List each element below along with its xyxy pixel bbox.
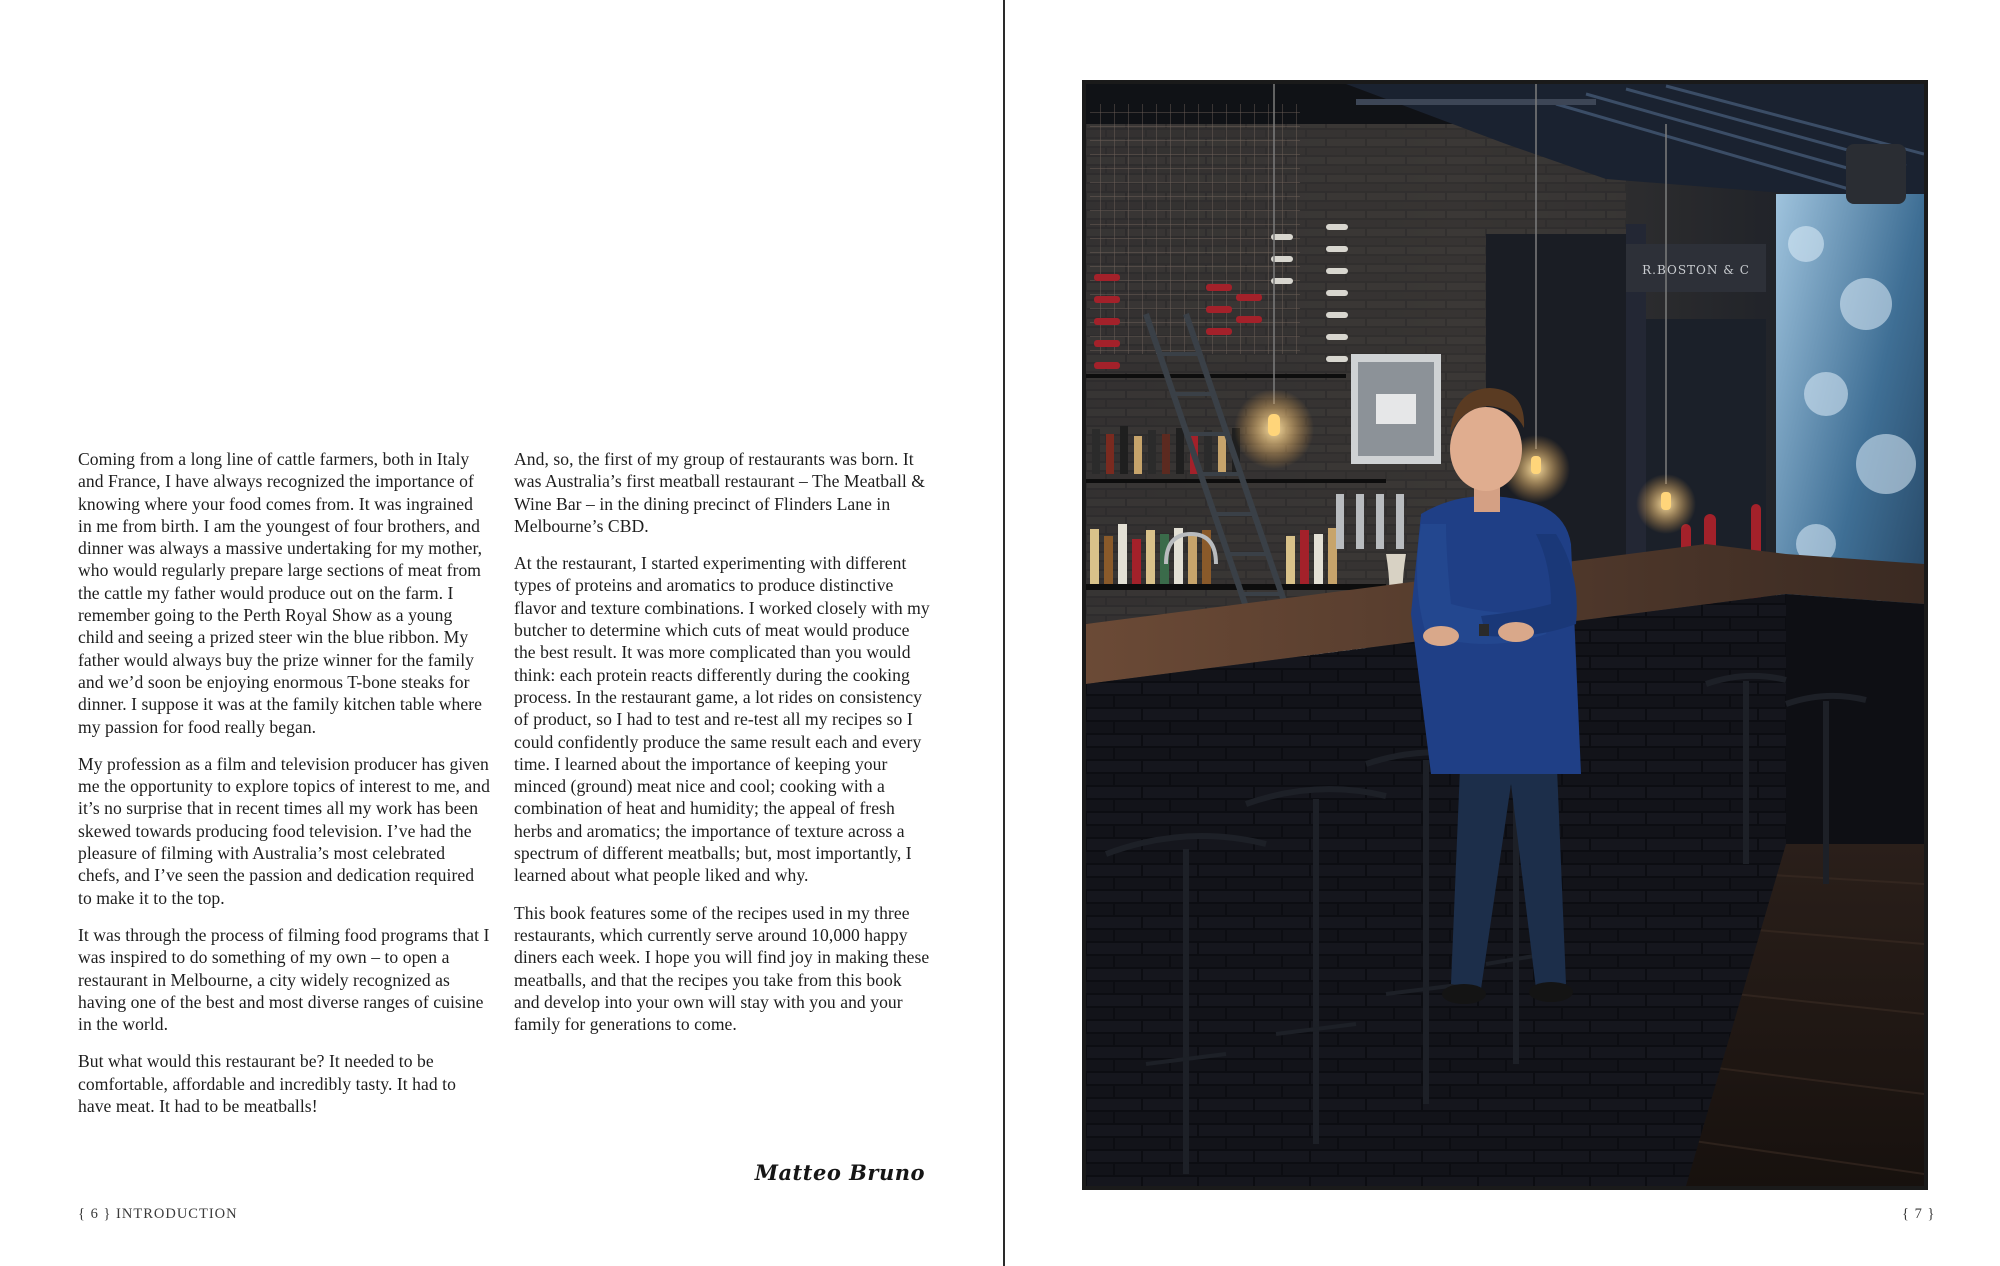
author-signature: Matteo Bruno	[754, 1160, 925, 1185]
restaurant-photo	[1082, 80, 1928, 1190]
text-column-1	[78, 448, 490, 1132]
paragraph: This book features some of the recipes used in my three restaurants, which currently serve around 10,000 happy diners each week. I hope you will find joy in making these meatballs, and that the recipes you take from this book and develop into your own will stay with you and your family for generations to come.	[514, 902, 930, 1035]
paragraph: Coming from a long line of cattle farmers, both in Italy and France, I have always recognized the importance of knowing where your food comes from. It was ingrained in me from birth. I am the youngest of four brothers, and dinner was always a massive undertaking for my mother, who would regularly prepare large sections of meat from the cattle my father would produce out on the farm. I remember going to the Perth Royal Show as a young child and seeing a prized steer win the blue ribbon. My father would always buy the prize winner for the family and we’d soon be enjoying enormous T-bone steaks for dinner. I suppose it was at the family kitchen table where my passion for food really began.	[78, 449, 483, 737]
paragraph: It was through the process of filming food programs that I was inspired to do something of my own – to open a restaurant in Melbourne, a city widely recognized as having one of the best and most diverse ranges of cuisine in the world.	[78, 924, 490, 1035]
page-folio-right: { 7 }	[1902, 1206, 1936, 1222]
restaurant-photo-illustration	[1086, 84, 1924, 1186]
paragraph: My profession as a film and television producer has given me the opportunity to explore topics of interest to me, and it’s no surprise that in recent times all my work has been skewed towards producing food television. I’ve had the pleasure of filming with Australia’s most celebrated chefs, and I’ve seen the passion and dedication required to make it to the top.	[78, 753, 490, 908]
page-gutter-divider	[1003, 0, 1005, 1266]
paragraph: And, so, the first of my group of restaurants was born. It was Australia’s first meatball restaurant – The Meatball & Wine Bar – in the dining precinct of Flinders Lane in Melbourne’s CBD.	[514, 449, 926, 536]
paragraph: At the restaurant, I started experimenting with different types of proteins and aromatics to produce distinctive flavor and texture combinations. I worked closely with my butcher to determine which cuts of meat would produce the best result. It was more complicated than you would think: each protein reacts differently during the cooking process. In the restaurant game, a lot rides on consistency of product, so I had to test and re-test all my recipes so I could confidently produce the same result each and every time. I learned about the importance of keeping your minced (ground) meat nice and cool; cooking with a combination of heat and humidity; the appeal of fresh herbs and aromatics; the importance of texture across a spectrum of different meatballs; but, most importantly, I learned about what people liked and why.	[514, 553, 930, 886]
page-folio-left: { 6 } INTRODUCTION	[78, 1206, 238, 1222]
photo-sign-text: R.BOSTON & C	[1642, 263, 1750, 277]
paragraph: But what would this restaurant be? It needed to be comfortable, affordable and incredibly tasty. It had to have meat. It had to be meatballs!	[78, 1051, 456, 1117]
text-column-2	[514, 448, 930, 1050]
